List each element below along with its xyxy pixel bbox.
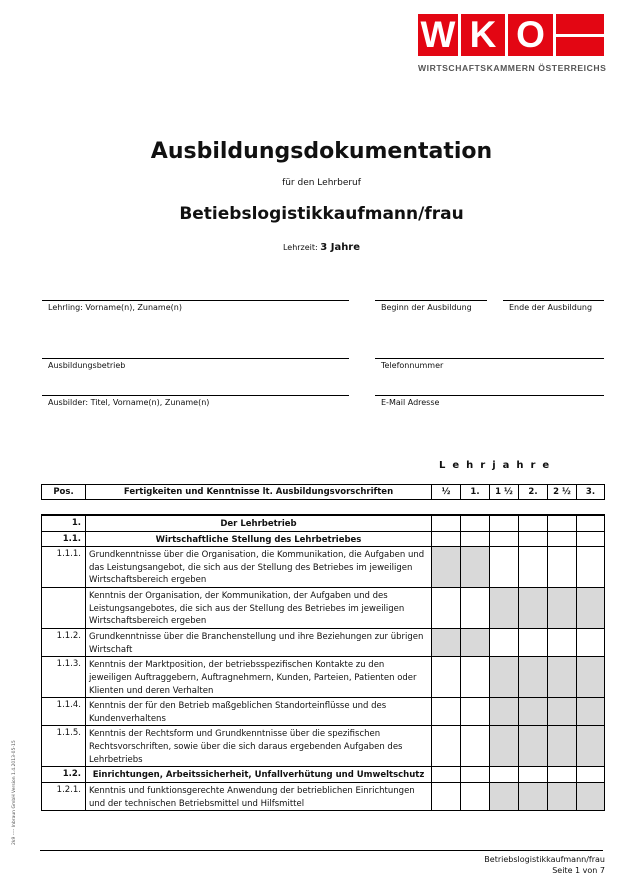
table-row <box>42 782 605 810</box>
document-subtitle: für den Lehrberuf <box>282 178 361 188</box>
header-period-4: 2. <box>519 485 548 500</box>
year-cell[interactable] <box>519 698 548 726</box>
year-cell[interactable] <box>490 767 519 783</box>
year-cell[interactable] <box>519 588 548 629</box>
year-cell[interactable] <box>548 782 577 810</box>
year-cell[interactable] <box>548 698 577 726</box>
year-cell[interactable] <box>461 782 490 810</box>
row-pos: 1.1.3. <box>42 657 86 698</box>
table-header <box>41 484 605 500</box>
header-period-2: 1. <box>461 485 490 500</box>
row-pos: 1.1.1. <box>42 547 86 588</box>
year-cell[interactable] <box>577 657 605 698</box>
table-row <box>42 698 605 726</box>
year-cell[interactable] <box>490 698 519 726</box>
version-note: 2k9 ---- Inbraun GmbH Version 1.4.2013-05-15 <box>12 740 17 845</box>
row-text: Grundkenntnisse über die Branchenstellung und ihre Beziehungen zur übrigen Wirtschaft <box>86 629 432 657</box>
footer-divider <box>40 850 603 851</box>
year-cell[interactable] <box>461 531 490 547</box>
footer-occupation: Betriebslogistikkaufmann/frau <box>484 855 605 864</box>
row-pos: 1.2. <box>42 767 86 783</box>
year-cell[interactable] <box>432 588 461 629</box>
year-cell[interactable] <box>519 531 548 547</box>
year-cell[interactable] <box>432 767 461 783</box>
table-row <box>42 657 605 698</box>
table-row <box>42 515 605 531</box>
header-period-1: ½ <box>432 485 461 500</box>
row-pos: 1.2.1. <box>42 782 86 810</box>
years-heading: Lehrjahre <box>439 460 557 471</box>
apprenticeship-duration <box>0 242 643 253</box>
year-cell[interactable] <box>432 726 461 767</box>
document-title: Ausbildungsdokumentation <box>150 139 493 164</box>
duration-label: Lehrzeit: <box>282 243 318 252</box>
year-cell[interactable] <box>432 629 461 657</box>
year-cell[interactable] <box>548 547 577 588</box>
year-cell[interactable] <box>461 547 490 588</box>
year-cell[interactable] <box>461 657 490 698</box>
logo-mark <box>418 14 604 56</box>
row-text: Kenntnis und funktionsgerechte Anwendung der betrieblichen Einrichtungen und der technischen Betriebsmittel und Hilfsmittel <box>86 782 432 810</box>
year-cell[interactable] <box>490 588 519 629</box>
year-cell[interactable] <box>490 782 519 810</box>
logo-letter-w: W <box>418 14 458 56</box>
table-row <box>42 726 605 767</box>
logo-stripes <box>556 14 604 56</box>
logo-letter-k: K <box>461 14 505 56</box>
year-cell[interactable] <box>461 629 490 657</box>
year-cell[interactable] <box>432 698 461 726</box>
year-cell[interactable] <box>461 767 490 783</box>
year-cell[interactable] <box>577 629 605 657</box>
row-text: Kenntnis der Rechtsform und Grundkenntnisse über die spezifischen Rechtsvorschriften, sowie über die sich daraus ergebenden Aufgaben des Lehrbetriebs <box>86 726 432 767</box>
row-text: Einrichtungen, Arbeitssicherheit, Unfallverhütung und Umweltschutz <box>86 767 432 783</box>
year-cell[interactable] <box>461 726 490 767</box>
year-cell[interactable] <box>519 657 548 698</box>
year-cell[interactable] <box>548 767 577 783</box>
row-text: Grundkenntnisse über die Organisation, die Kommunikation, die Aufgaben und das Leistungsangebot, die sich aus der Stellung des Betriebes im jeweiligen Wirtschaftsbereich ergeben <box>86 547 432 588</box>
year-cell[interactable] <box>519 726 548 767</box>
row-pos <box>42 588 86 629</box>
header-pos: Pos. <box>42 485 86 500</box>
year-cell[interactable] <box>461 515 490 531</box>
year-cell[interactable] <box>577 588 605 629</box>
training-start-field[interactable]: Beginn der Ausbildung <box>375 300 487 312</box>
year-cell[interactable] <box>432 657 461 698</box>
training-end-field[interactable]: Ende der Ausbildung <box>503 300 604 312</box>
year-cell[interactable] <box>519 547 548 588</box>
header-period-5: 2 ½ <box>548 485 577 500</box>
header-period-3: 1 ½ <box>490 485 519 500</box>
year-cell[interactable] <box>577 782 605 810</box>
table-row <box>42 547 605 588</box>
year-cell[interactable] <box>548 657 577 698</box>
wko-logo <box>418 14 607 73</box>
row-pos: 1.1. <box>42 531 86 547</box>
table-row <box>42 588 605 629</box>
logo-subtitle: WIRTSCHAFTSKAMMERN ÖSTERREICHS <box>418 63 607 73</box>
year-cell[interactable] <box>432 531 461 547</box>
year-cell[interactable] <box>490 547 519 588</box>
apprentice-name-field[interactable]: Lehrling: Vorname(n), Zuname(n) <box>42 300 349 312</box>
occupation-title: Betiebslogistikkaufmann/frau <box>179 204 464 224</box>
year-cell[interactable] <box>548 629 577 657</box>
row-text: Kenntnis der Organisation, der Kommunikation, der Aufgaben und des Leistungsangebotes, die sich aus der Stellung des Betriebes im jeweiligen Wirtschaftsbereich ergeben <box>86 588 432 629</box>
duration-value: 3 Jahre <box>320 242 361 253</box>
row-pos: 1.1.5. <box>42 726 86 767</box>
year-cell[interactable] <box>490 531 519 547</box>
table-row <box>42 531 605 547</box>
table-row <box>42 767 605 783</box>
row-text: Kenntnis der für den Betrieb maßgeblichen Standorteinflüsse und des Kundenverhaltens <box>86 698 432 726</box>
year-cell[interactable] <box>548 726 577 767</box>
year-cell[interactable] <box>461 588 490 629</box>
row-pos: 1. <box>42 515 86 531</box>
year-cell[interactable] <box>577 515 605 531</box>
email-field[interactable]: E-Mail Adresse <box>375 395 604 407</box>
year-cell[interactable] <box>548 531 577 547</box>
year-cell[interactable] <box>577 547 605 588</box>
year-cell[interactable] <box>577 726 605 767</box>
year-cell[interactable] <box>519 782 548 810</box>
year-cell[interactable] <box>490 726 519 767</box>
year-cell[interactable] <box>490 515 519 531</box>
year-cell[interactable] <box>519 767 548 783</box>
year-cell[interactable] <box>548 588 577 629</box>
row-pos: 1.1.2. <box>42 629 86 657</box>
year-cell[interactable] <box>490 657 519 698</box>
row-text: Der Lehrbetrieb <box>86 515 432 531</box>
year-cell[interactable] <box>577 698 605 726</box>
skills-table <box>41 514 605 811</box>
row-pos: 1.1.4. <box>42 698 86 726</box>
year-cell[interactable] <box>519 629 548 657</box>
phone-field[interactable]: Telefonnummer <box>375 358 604 370</box>
year-cell[interactable] <box>490 629 519 657</box>
header-period-6: 3. <box>577 485 605 500</box>
row-text: Wirtschaftliche Stellung des Lehrbetriebes <box>86 531 432 547</box>
year-cell[interactable] <box>577 531 605 547</box>
company-field[interactable]: Ausbildungsbetrieb <box>42 358 349 370</box>
year-cell[interactable] <box>432 547 461 588</box>
year-cell[interactable] <box>432 782 461 810</box>
year-cell[interactable] <box>577 767 605 783</box>
year-cell[interactable] <box>519 515 548 531</box>
logo-letter-o: O <box>508 14 553 56</box>
header-skills: Fertigkeiten und Kenntnisse lt. Ausbildungsvorschriften <box>86 485 432 500</box>
year-cell[interactable] <box>432 515 461 531</box>
page-number: Seite 1 von 7 <box>552 866 605 875</box>
row-text: Kenntnis der Marktposition, der betriebsspezifischen Kontakte zu den jeweiligen Auftraggebern, Auftragnehmern, Kunden, Parteien, Patienten oder Klienten und deren Verhalten <box>86 657 432 698</box>
year-cell[interactable] <box>548 515 577 531</box>
table-row <box>42 629 605 657</box>
trainer-field[interactable]: Ausbilder: Titel, Vorname(n), Zuname(n) <box>42 395 349 407</box>
year-cell[interactable] <box>461 698 490 726</box>
